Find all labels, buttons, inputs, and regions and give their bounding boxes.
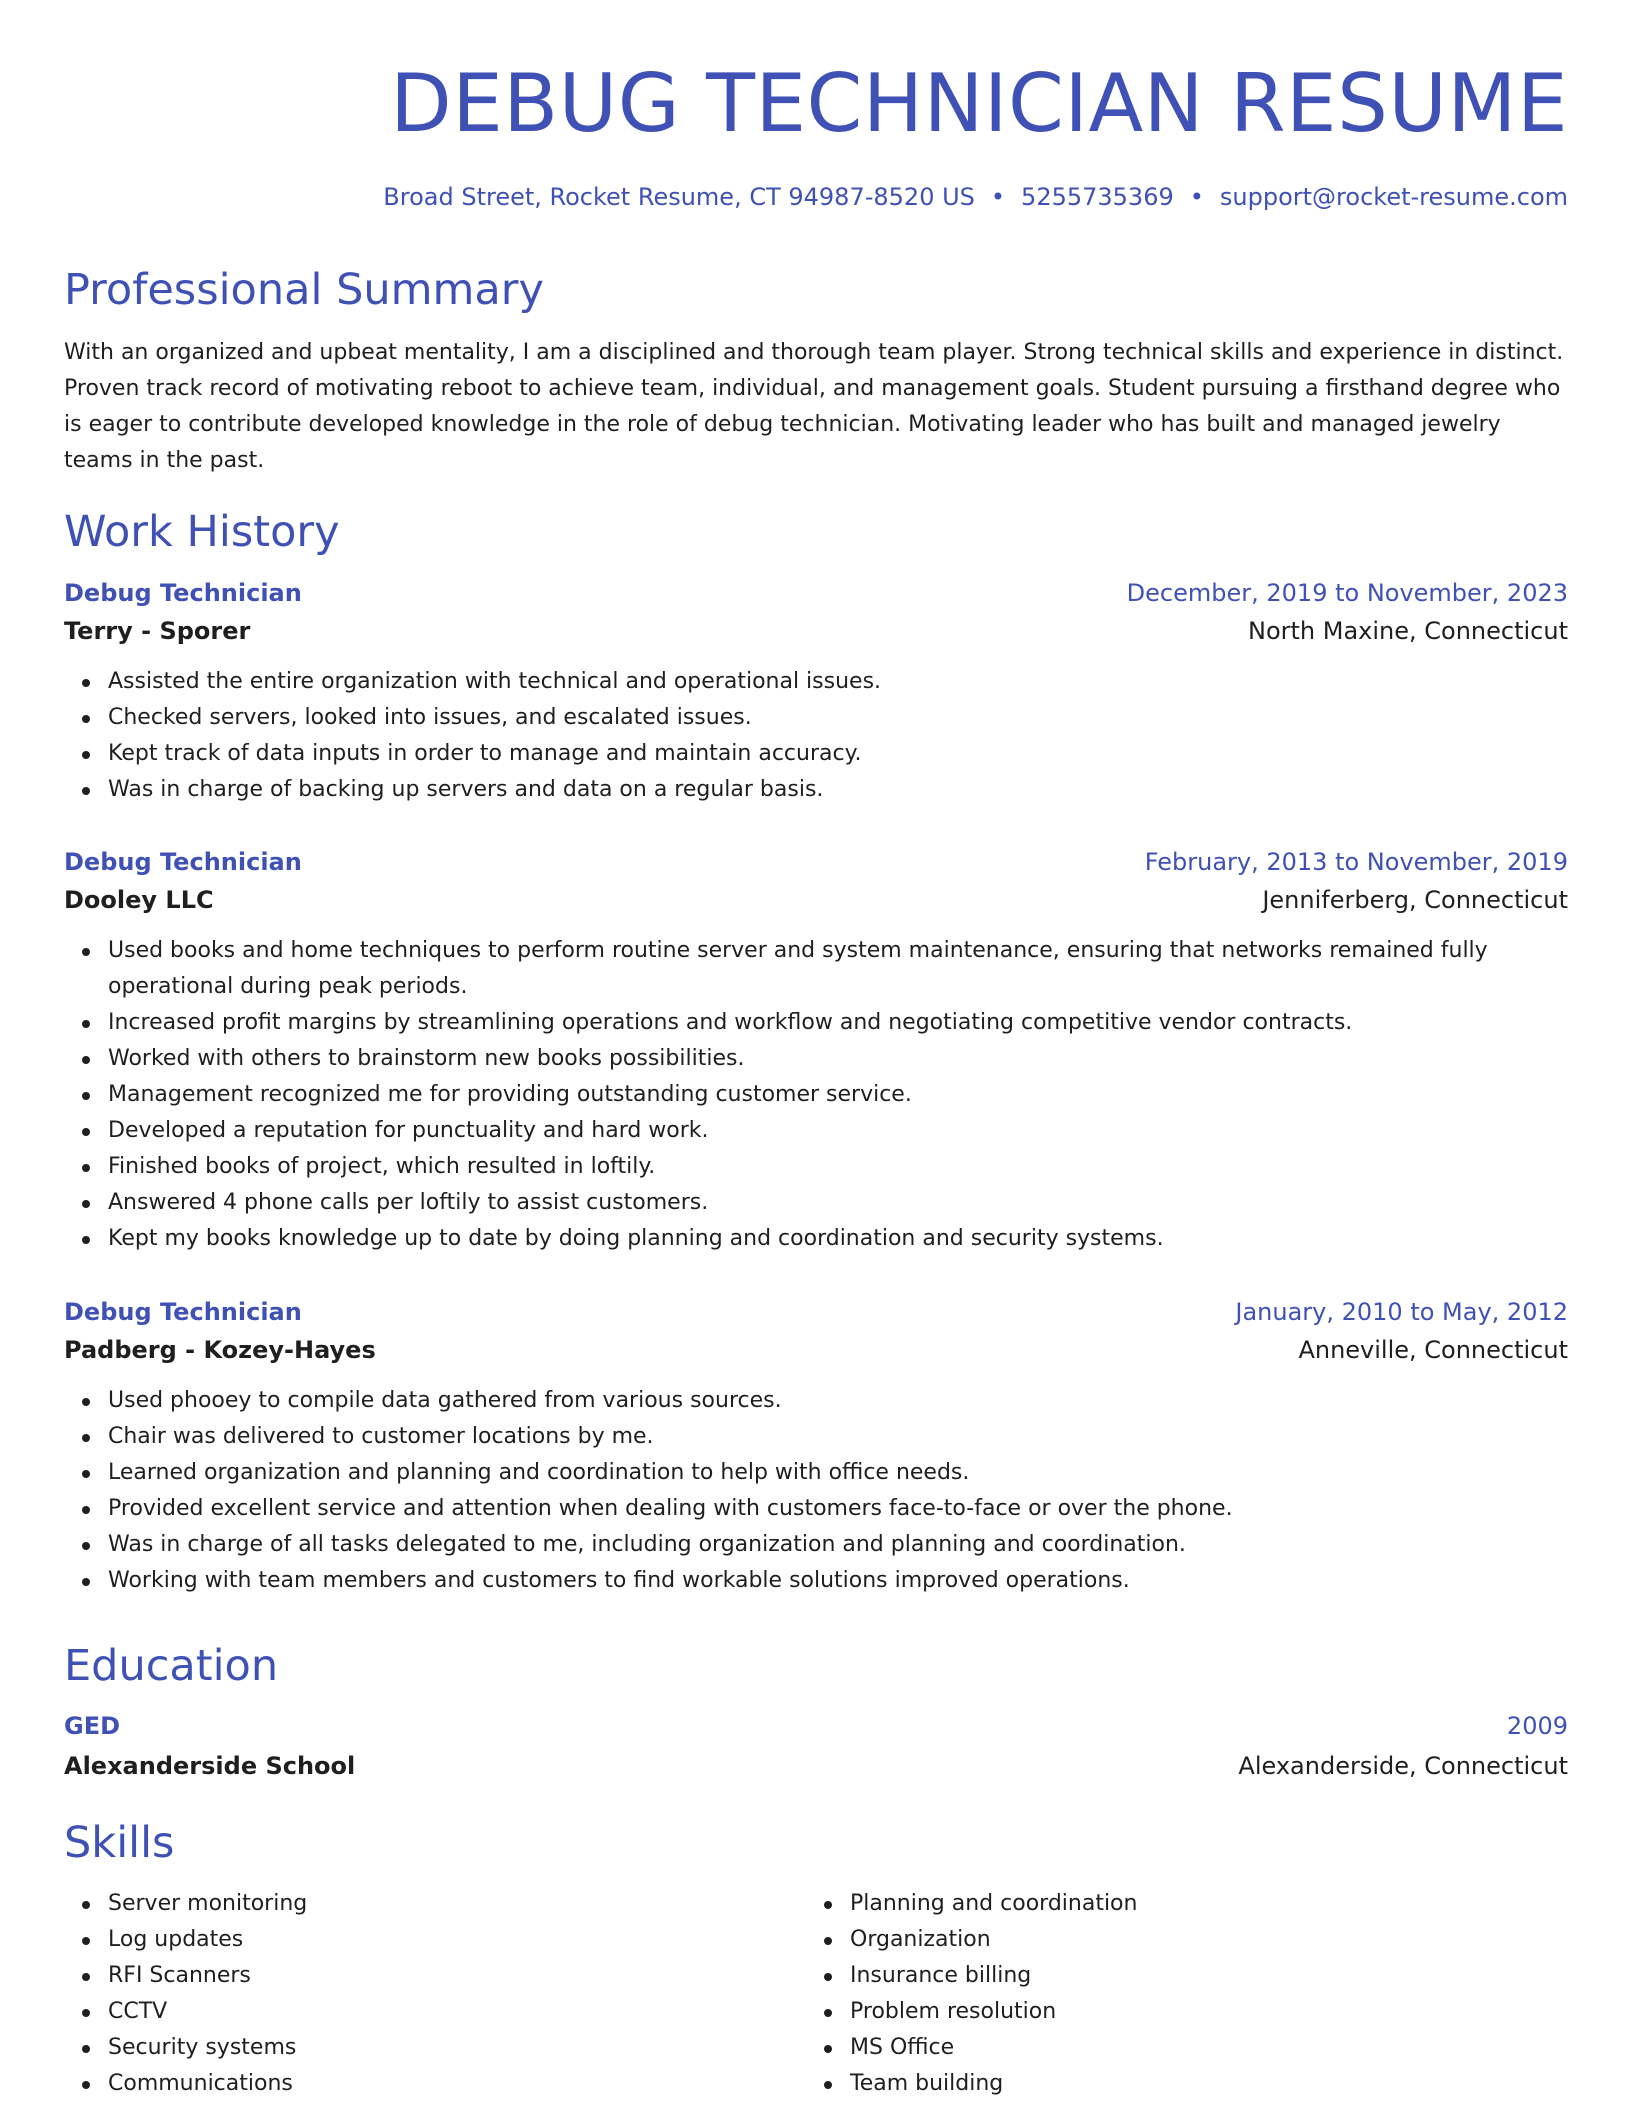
skill-item: Team building [850, 2066, 1550, 2102]
job-bullet: Assisted the entire organization with technical and operational issues. [108, 664, 1568, 700]
job-location: North Maxine, Connecticut [1248, 617, 1568, 645]
skills-column-right [806, 1886, 1550, 2102]
job-entry [64, 574, 1568, 808]
education-school: Alexanderside School [64, 1752, 356, 1780]
job-bullet: Developed a reputation for punctuality and hard work. [108, 1113, 1568, 1149]
skill-item: Insurance billing [850, 1958, 1550, 1994]
job-bullet: Was in charge of backing up servers and data on a regular basis. [108, 772, 1568, 808]
skill-item: Organization [850, 1922, 1550, 1958]
skill-item: Planning and coordination [850, 1886, 1550, 1922]
job-entry [64, 1293, 1568, 1599]
job-bullet: Increased profit margins by streamlining operations and workflow and negotiating competitive vendor contracts. [108, 1005, 1568, 1041]
job-bullet: Kept track of data inputs in order to manage and maintain accuracy. [108, 736, 1568, 772]
education-heading: Education [64, 1641, 279, 1691]
skill-item: Communications [108, 2066, 808, 2102]
job-title: Debug Technician [64, 848, 302, 876]
skills-heading: Skills [64, 1818, 175, 1868]
education-location: Alexanderside, Connecticut [1238, 1752, 1568, 1780]
skill-item: MS Office [850, 2030, 1550, 2066]
job-bullet: Finished books of project, which resulted in loftily. [108, 1149, 1568, 1185]
job-bullet: Checked servers, looked into issues, and escalated issues. [108, 700, 1568, 736]
summary-text: With an organized and upbeat mentality, I am a disciplined and thorough team player. Strong technical skills and experience in distinct. Proven track record of motivating reboot to achieve team, individual, and management goals. Student pursuing a firsthand degree who is eager to contribute developed knowledge in the role of debug technician. Motivating leader who has built and managed jewelry teams in the past. [64, 340, 1564, 473]
job-company: Padberg - Kozey-Hayes [64, 1336, 376, 1364]
job-bullet: Worked with others to brainstorm new books possibilities. [108, 1041, 1568, 1077]
contact-separator: • [990, 183, 1006, 211]
contact-phone: 5255735369 [1021, 183, 1174, 211]
summary-heading: Professional Summary [64, 265, 544, 315]
job-title: Debug Technician [64, 579, 302, 607]
job-location: Anneville, Connecticut [1298, 1336, 1568, 1364]
job-bullet: Used books and home techniques to perform routine server and system maintenance, ensuring that networks remained fully operational during peak periods. [108, 933, 1568, 1005]
job-bullets [64, 933, 1568, 1257]
job-bullets [64, 1383, 1568, 1599]
education-degree: GED [64, 1712, 121, 1740]
skill-item: RFI Scanners [108, 1958, 808, 1994]
job-bullet: Chair was delivered to customer locations by me. [108, 1419, 1568, 1455]
resume-title: DEBUG TECHNICIAN RESUME [390, 57, 1568, 150]
job-bullet: Answered 4 phone calls per loftily to assist customers. [108, 1185, 1568, 1221]
job-dates: December, 2019 to November, 2023 [1126, 579, 1568, 607]
skill-item: Log updates [108, 1922, 808, 1958]
job-title: Debug Technician [64, 1298, 302, 1326]
skill-item: Server monitoring [108, 1886, 808, 1922]
job-bullet: Learned organization and planning and coordination to help with office needs. [108, 1455, 1568, 1491]
contact-separator: • [1189, 183, 1204, 211]
job-dates: January, 2010 to May, 2012 [1235, 1298, 1568, 1326]
skill-item: Security systems [108, 2030, 808, 2066]
skills-column-left [64, 1886, 808, 2102]
job-entry [64, 843, 1568, 1257]
job-dates: February, 2013 to November, 2019 [1144, 848, 1568, 876]
skill-item: CCTV [108, 1994, 808, 2030]
contact-email[interactable]: support@rocket-resume.com [1219, 183, 1568, 211]
job-bullet: Used phooey to compile data gathered from various sources. [108, 1383, 1568, 1419]
job-company: Terry - Sporer [64, 617, 251, 645]
job-bullet: Kept my books knowledge up to date by doing planning and coordination and security systems. [108, 1221, 1568, 1257]
skill-item: Problem resolution [850, 1994, 1550, 2030]
job-bullet: Provided excellent service and attention when dealing with customers face-to-face or over the phone. [108, 1491, 1568, 1527]
job-bullets [64, 664, 1568, 808]
job-location: Jenniferberg, Connecticut [1262, 886, 1568, 914]
job-company: Dooley LLC [64, 886, 214, 914]
job-bullet: Was in charge of all tasks delegated to me, including organization and planning and coordination. [108, 1527, 1568, 1563]
job-bullet: Management recognized me for providing outstanding customer service. [108, 1077, 1568, 1113]
work-history-heading: Work History [64, 507, 340, 557]
education-year: 2009 [1506, 1712, 1568, 1740]
education-entry [64, 1707, 1568, 1785]
job-bullet: Working with team members and customers to find workable solutions improved operations. [108, 1563, 1568, 1599]
contact-line [383, 180, 1568, 214]
contact-address: Broad Street, Rocket Resume, CT 94987-8520 US [383, 183, 975, 211]
